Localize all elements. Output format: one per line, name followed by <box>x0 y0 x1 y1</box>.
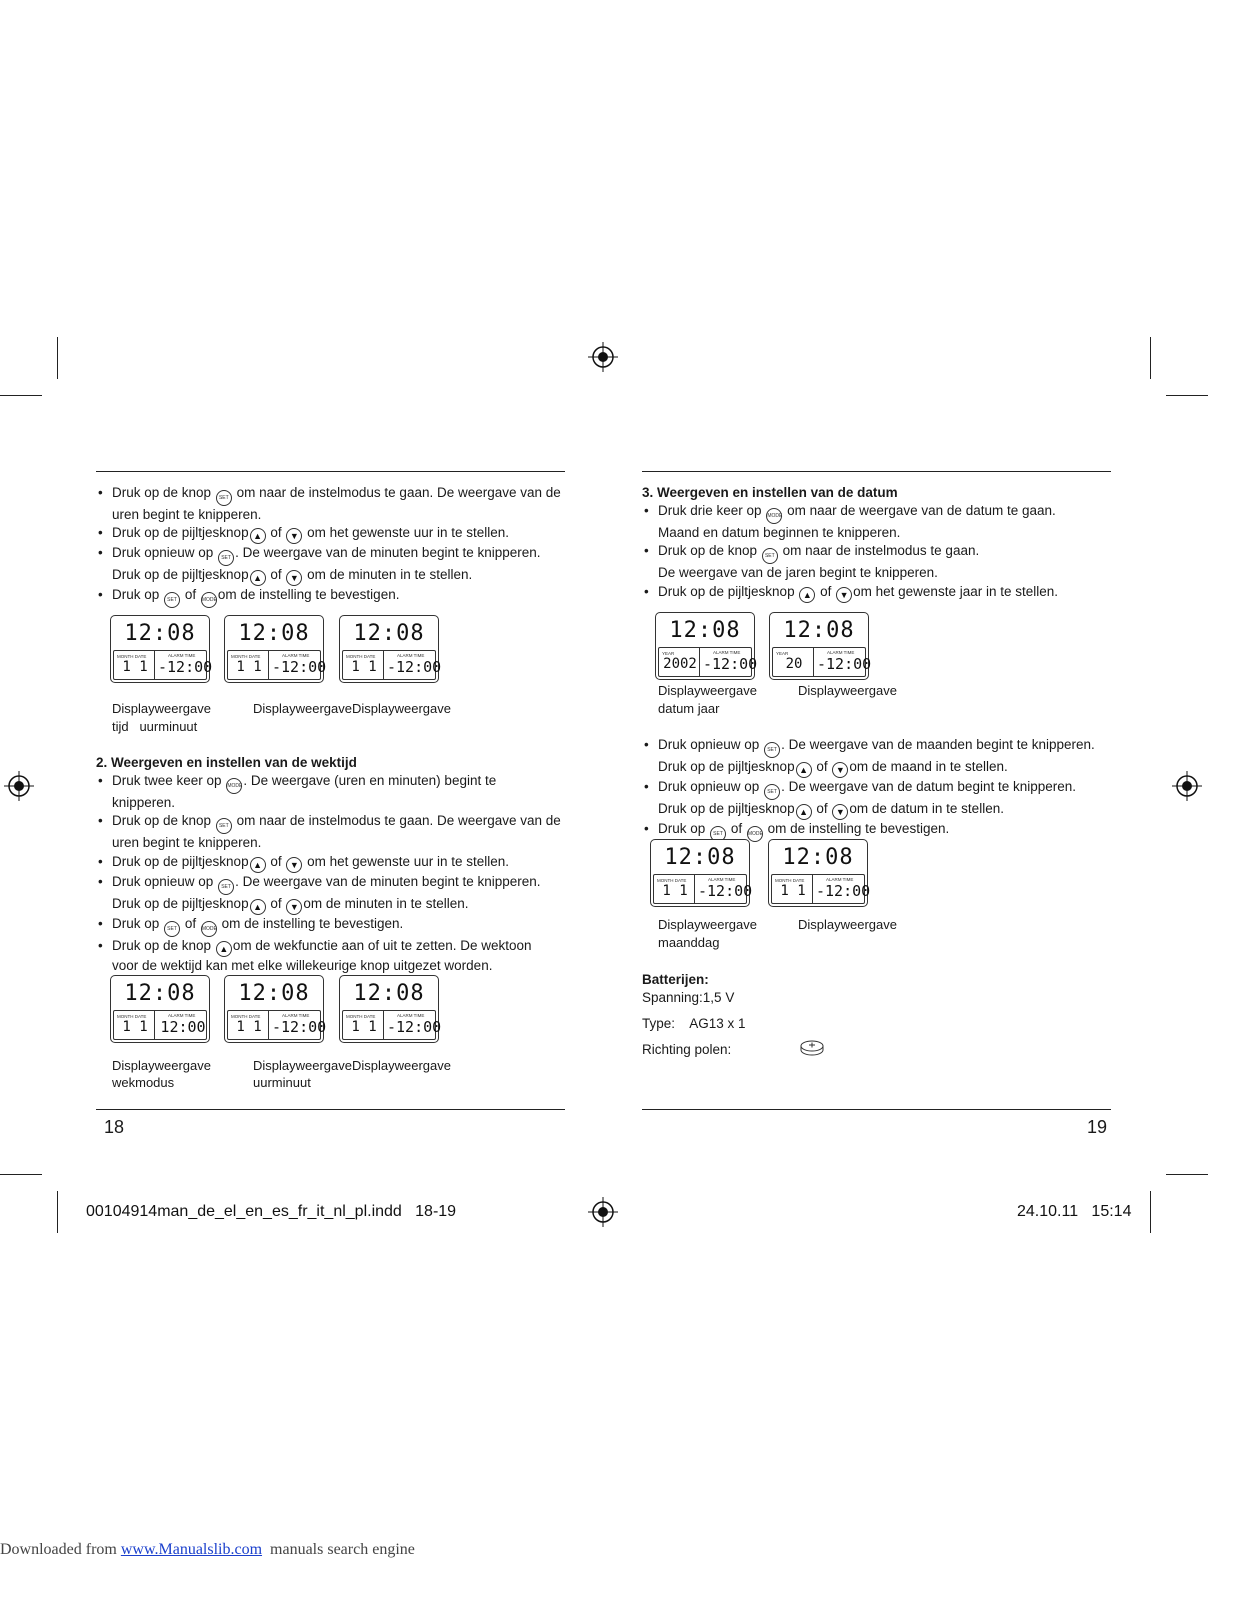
lcd-label: MONTH DATE <box>231 654 261 659</box>
lcd-label: ALARM TIME <box>282 653 310 658</box>
lcd-alarm: -12:00 <box>816 882 871 900</box>
down-arrow-button-icon: ▼ <box>286 528 302 544</box>
lcd-label: ALARM TIME <box>168 653 196 658</box>
up-arrow-button-icon: ▲ <box>250 570 266 586</box>
figure-caption: Displayweergave <box>798 683 897 698</box>
lcd-display-illustration <box>768 839 871 907</box>
watermark-prefix: Downloaded from <box>0 1541 121 1558</box>
lcd-time: 12:08 <box>664 845 736 870</box>
lcd-date: 1 1 <box>662 883 688 899</box>
lcd-date: 1 1 <box>236 1019 262 1035</box>
section-3 <box>642 484 1112 603</box>
instruction-item: • Druk op de pijltjesknop ▲ of ▼ om het gewenste uur in te stellen. <box>96 524 566 544</box>
down-arrow-button-icon: ▼ <box>832 762 848 778</box>
lcd-display-illustration <box>110 615 213 683</box>
crop-mark <box>57 337 58 379</box>
registration-mark-icon <box>1172 771 1202 801</box>
figure-caption: Displayweergave <box>658 683 757 698</box>
instruction-item: • Druk opnieuw op SET . De weergave van de minuten begint te knipperen. Druk op de pijltjesknop ▲ of ▼ om de minuten in te stellen. <box>96 544 566 586</box>
lcd-time: 12:08 <box>782 845 854 870</box>
crop-mark <box>57 1191 58 1233</box>
mode-button-icon: MODE <box>226 778 242 794</box>
crop-mark <box>1166 1174 1208 1175</box>
up-arrow-button-icon: ▲ <box>216 941 232 957</box>
page-rule <box>642 471 1111 472</box>
set-button-icon: SET <box>218 879 234 895</box>
lcd-date: 1 1 <box>351 659 377 675</box>
lcd-label: MONTH DATE <box>775 878 805 883</box>
lcd-date: 1 1 <box>122 1019 148 1035</box>
lcd-alarm: -12:00 <box>698 882 753 900</box>
lcd-time: 12:08 <box>783 618 855 643</box>
figure-caption: Displayweergave <box>658 917 757 932</box>
section-heading: 3. Weergeven en instellen van de datum <box>642 485 898 500</box>
lcd-label: ALARM TIME <box>168 1013 196 1018</box>
battery-polarity: Richting polen: <box>642 1042 732 1057</box>
lcd-date: 1 1 <box>351 1019 377 1035</box>
lcd-label: YEAR <box>662 651 675 656</box>
manualslib-link[interactable]: www.Manualslib.com <box>120 1541 263 1558</box>
instruction-item: • Druk op SET of MODE om de instelling te bevestigen. <box>642 820 1112 842</box>
set-button-icon: SET <box>764 742 780 758</box>
page-rule <box>96 471 565 472</box>
registration-mark-icon <box>588 1197 618 1227</box>
instruction-item: • Druk drie keer op MODE om naar de weergave van de datum te gaan. Maand en datum beginnen te knipperen. <box>642 502 1112 542</box>
set-button-icon: SET <box>764 784 780 800</box>
battery-voltage: Spanning:1,5 V <box>642 990 735 1005</box>
lcd-label: MONTH DATE <box>117 1014 147 1019</box>
figure-caption: maanddag <box>658 935 720 950</box>
lcd-time: 12:08 <box>124 621 196 646</box>
page-rule <box>642 1109 1111 1110</box>
lcd-time: 12:08 <box>353 981 425 1006</box>
instruction-item: • Druk op de knop ▲ om de wekfunctie aan of uit te zetten. De wektoon voor de wektijd kan met elke willekeurige knop uitgezet worden. <box>96 937 566 975</box>
download-watermark <box>0 1540 415 1560</box>
lcd-display-illustration <box>769 612 872 680</box>
lcd-display-illustration <box>655 612 758 680</box>
registration-mark-icon <box>588 342 618 372</box>
page-number: 19 <box>1087 1117 1108 1137</box>
lcd-alarm: -12:00 <box>387 1018 442 1036</box>
up-arrow-button-icon: ▲ <box>796 804 812 820</box>
up-arrow-button-icon: ▲ <box>799 587 815 603</box>
page-rule <box>96 1109 565 1110</box>
coin-battery-icon <box>799 1038 825 1058</box>
lcd-date: 1 1 <box>780 883 806 899</box>
lcd-year: 20 <box>785 656 803 672</box>
up-arrow-button-icon: ▲ <box>250 528 266 544</box>
lcd-time: 12:08 <box>238 621 310 646</box>
section-heading: 2. Weergeven en instellen van de wektijd <box>96 755 357 770</box>
mode-button-icon: MODE <box>766 508 782 524</box>
crop-mark <box>1150 1191 1151 1233</box>
up-arrow-button-icon: ▲ <box>250 857 266 873</box>
figure-caption: DisplayweergaveDisplayweergave <box>253 701 451 716</box>
lcd-alarm: -12:00 <box>158 658 213 676</box>
lcd-alarm: -12:00 <box>817 655 872 673</box>
lcd-alarm: -12:00 <box>703 655 758 673</box>
footer-datetime: 24.10.11 15:14 <box>1017 1203 1132 1220</box>
lcd-label: ALARM TIME <box>282 1013 310 1018</box>
set-button-icon: SET <box>218 550 234 566</box>
crop-mark <box>0 1174 42 1175</box>
mode-button-icon: MODE <box>747 826 763 842</box>
footer-filename: 00104914man_de_el_en_es_fr_it_nl_pl.indd 18-19 <box>86 1203 457 1220</box>
left-intro-instructions <box>96 484 566 608</box>
lcd-label: ALARM TIME <box>827 650 855 655</box>
instruction-item: • Druk op de knop SET om naar de instelmodus te gaan. De weergave van de jaren begint te knipperen. <box>642 542 1112 582</box>
figure-caption: Displayweergave <box>112 1058 211 1073</box>
battery-heading: Batterijen: <box>642 972 709 987</box>
set-button-icon: SET <box>762 548 778 564</box>
up-arrow-button-icon: ▲ <box>796 762 812 778</box>
instruction-item: • Druk op de pijltjesknop ▲ of ▼ om het gewenste jaar in te stellen. <box>642 583 1112 603</box>
figure-caption: DisplayweergaveDisplayweergave <box>253 1058 451 1073</box>
lcd-label: ALARM TIME <box>397 653 425 658</box>
lcd-time: 12:08 <box>238 981 310 1006</box>
page-number: 18 <box>104 1117 125 1137</box>
crop-mark <box>0 395 42 396</box>
instruction-item: • Druk op de pijltjesknop ▲ of ▼ om het gewenste uur in te stellen. <box>96 853 566 873</box>
registration-mark-icon <box>4 771 34 801</box>
mode-button-icon: MODE <box>201 592 217 608</box>
figure-caption: wekmodus <box>112 1075 175 1090</box>
instruction-item: • Druk opnieuw op SET . De weergave van de maanden begint te knipperen. Druk op de pijltjesknop ▲ of ▼ om de maand in te stellen. <box>642 736 1112 778</box>
instruction-item: • Druk op de knop SET om naar de instelmodus te gaan. De weergave van de uren begint te knipperen. <box>96 484 566 524</box>
down-arrow-button-icon: ▼ <box>832 804 848 820</box>
lcd-label: ALARM TIME <box>708 877 736 882</box>
lcd-alarm: -12:00 <box>272 1018 327 1036</box>
lcd-label: MONTH DATE <box>346 654 376 659</box>
set-button-icon: SET <box>164 592 180 608</box>
figure-caption: Displayweergave <box>112 701 211 716</box>
lcd-label: MONTH DATE <box>657 878 687 883</box>
lcd-alarm: -12:00 <box>272 658 327 676</box>
lcd-label: ALARM TIME <box>826 877 854 882</box>
lcd-display-illustration <box>650 839 753 907</box>
instruction-item: • Druk op SET of MODEom de instelling te bevestigen. <box>96 586 566 608</box>
lcd-display-illustration <box>110 975 210 1043</box>
lcd-alarm: 12:00 <box>160 1018 206 1036</box>
lcd-date: 1 1 <box>236 659 262 675</box>
lcd-display-illustration <box>224 615 327 683</box>
lcd-display-illustration <box>224 975 327 1043</box>
battery-type: Type: AG13 x 1 <box>642 1016 746 1031</box>
instruction-item: • Druk opnieuw op SET . De weergave van de datum begint te knipperen. Druk op de pijltjesknop ▲ of ▼ om de datum in te stellen. <box>642 778 1112 820</box>
lcd-label: ALARM TIME <box>397 1013 425 1018</box>
lcd-time: 12:08 <box>669 618 741 643</box>
down-arrow-button-icon: ▼ <box>836 587 852 603</box>
lcd-year: 2002 <box>663 656 697 672</box>
section-3-continued <box>642 736 1112 842</box>
lcd-label: MONTH DATE <box>346 1014 376 1019</box>
figure-caption: Displayweergave <box>798 917 897 932</box>
instruction-item: • Druk twee keer op MODE. De weergave (uren en minuten) begint te knipperen. <box>96 772 566 812</box>
instruction-item: • Druk opnieuw op SET . De weergave van de minuten begint te knipperen. Druk op de pijltjesknop ▲ of ▼ om de minuten in te stellen. <box>96 873 566 915</box>
crop-mark <box>1150 337 1151 379</box>
lcd-display-illustration <box>339 975 442 1043</box>
lcd-alarm: -12:00 <box>387 658 442 676</box>
lcd-display-illustration <box>339 615 442 683</box>
lcd-time: 12:08 <box>124 981 196 1006</box>
crop-mark <box>1166 395 1208 396</box>
figure-caption: tijd uurminuut <box>112 719 198 734</box>
down-arrow-button-icon: ▼ <box>286 570 302 586</box>
instruction-item: • Druk op de knop SET om naar de instelmodus te gaan. De weergave van de uren begint te knipperen. <box>96 812 566 852</box>
up-arrow-button-icon: ▲ <box>250 899 266 915</box>
watermark-suffix: manuals search engine <box>262 1541 415 1558</box>
section-2 <box>96 754 566 975</box>
set-button-icon: SET <box>164 921 180 937</box>
down-arrow-button-icon: ▼ <box>286 899 302 915</box>
set-button-icon: SET <box>216 818 232 834</box>
set-button-icon: SET <box>216 490 232 506</box>
lcd-time: 12:08 <box>353 621 425 646</box>
down-arrow-button-icon: ▼ <box>286 857 302 873</box>
lcd-label: MONTH DATE <box>231 1014 261 1019</box>
figure-caption: datum jaar <box>658 701 720 716</box>
figure-caption: uurminuut <box>253 1075 311 1090</box>
lcd-date: 1 1 <box>122 659 148 675</box>
lcd-label: YEAR <box>776 651 789 656</box>
set-button-icon: SET <box>710 826 726 842</box>
instruction-item: • Druk op SET of MODE om de instelling te bevestigen. <box>96 915 566 937</box>
lcd-label: MONTH DATE <box>117 654 147 659</box>
lcd-label: ALARM TIME <box>713 650 741 655</box>
mode-button-icon: MODE <box>201 921 217 937</box>
